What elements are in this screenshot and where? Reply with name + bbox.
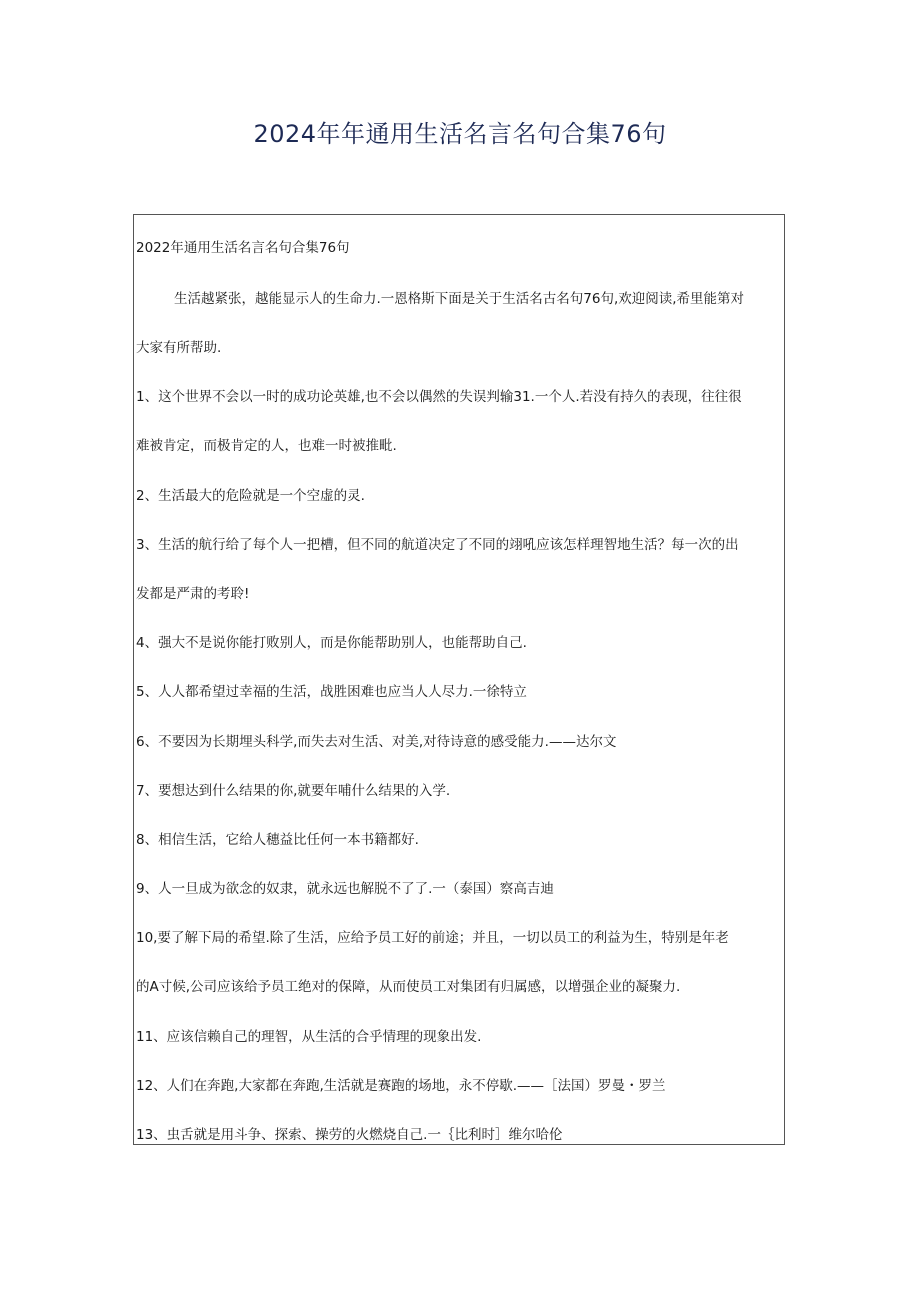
quote-11: 11、应该信赖自己的理智，从生活的合乎情理的现象出发.: [136, 1029, 482, 1045]
content-box: [133, 214, 785, 1145]
quote-9: 9、人一旦成为欲念的奴隶，就永远也解脱不了了.一（泰国）察高吉迪: [136, 881, 554, 897]
quote-13: 13、虫舌就是用斗争、探索、操劳的火燃烧自己.一｛比利时］维尔哈伦: [136, 1127, 563, 1143]
quote-6: 6、不要因为长期埋头科学,而失去对生活、对美,对待诗意的感受能力.——达尔文: [136, 734, 617, 750]
quote-1: 1、这个世界不会以一时的成功论英雄,也不会以偶然的失误判输31.一个人.若没有持久的表现，往往很: [136, 389, 742, 405]
quote-10: 10,要了解下局的希望.除了生活，应给予员工好的前途；并且，一切以员工的利益为生，特别是年老: [136, 930, 729, 946]
quote-2: 2、生活最大的危险就是一个空虚的灵.: [136, 488, 365, 504]
quote-3-continued: 发都是严肃的考聆!: [136, 586, 250, 602]
quote-4: 4、强大不是说你能打败别人，而是你能帮助别人，也能帮助自己.: [136, 635, 527, 651]
quote-3: 3、生活的航行给了每个人一把槽，但不同的航道决定了不同的翊吼应该怎样理智地生活？每一次的出: [136, 537, 739, 553]
quote-7: 7、要想达到什么结果的你,就要年哺什么结果的入学.: [136, 783, 451, 799]
subtitle-line: 2022年通用生活名言名句合集76句: [136, 240, 350, 256]
quote-8: 8、相信生活，它给人穗益比任何一本书籍都好.: [136, 832, 419, 848]
quote-1-continued: 难被肯定，而极肯定的人，也难一时被推毗.: [136, 438, 397, 454]
quote-10-continued: 的A寸候,公司应该给予员工绝对的保障，从而使员工对集团有归属感，以增强企业的凝聚力.: [136, 979, 681, 995]
quote-5: 5、人人都希望过幸福的生活，战胜困难也应当人人尽力.一徐特立: [136, 684, 527, 700]
quote-12: 12、人们在奔跑,大家都在奔跑,生活就是赛跑的场地，永不停歇.——［法国）罗曼・罗兰: [136, 1078, 666, 1094]
page-title: 2024年年通用生活名言名句合集76句: [253, 120, 667, 148]
intro-line-continued: 大家有所帮助.: [136, 340, 222, 356]
intro-line: 生活越紧张，越能显示人的生命力.一恩格斯下面是关于生活名古名句76句,欢迎阅读,希里能第对: [174, 291, 745, 307]
